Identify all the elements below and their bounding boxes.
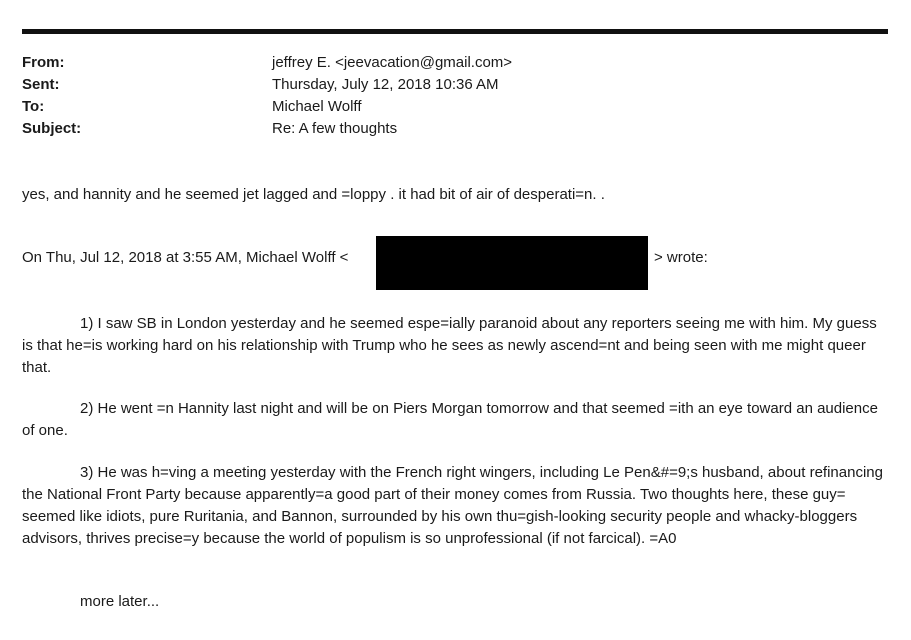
quoted-paragraph-4: more later... [80,593,160,610]
sent-value: Thursday, July 12, 2018 10:36 AM [272,76,499,93]
sent-label: Sent: [22,76,60,93]
to-label: To: [22,98,45,115]
quoted-paragraph-3: 3) He was h=ving a meeting yesterday with the French right wingers, including Le Pen&#=9;s husband, about refinancing the National Front Party because apparently=a good part of their money comes from Russia. Two thoughts here, these guy= seemed like idiots, pure Ruritania, and Bannon, surrounded by his own thu=gish-looking security people and whacky-bloggers advisors, thrives precise=y because the world of populism is so unprofessional (if not farcical). =A0 [22,464,883,547]
quote-intro-suffix: > wrote: [654,249,708,266]
quoted-paragraph-1: 1) I saw SB in London yesterday and he seemed espe=ially paranoid about any reporters seeing me with him. My guess is that he=is working hard on his relationship with Trump who he sees as newly ascend=nt and being seen with me might queer that. [22,315,877,376]
to-value: Michael Wolff [272,98,362,115]
quoted-paragraph-2: 2) He went =n Hannity last night and will be on Piers Morgan tomorrow and that seemed =ith an eye toward an audience of one. [22,400,878,439]
header-divider-rule [22,29,888,34]
from-value: jeffrey E. <jeevacation@gmail.com> [272,54,513,71]
subject-value: Re: A few thoughts [272,120,398,137]
redaction-box [376,236,648,290]
reply-line: yes, and hannity and he seemed jet lagged and =loppy . it had bit of air of desperati=n. . [22,186,605,203]
subject-label: Subject: [22,120,82,137]
quote-intro-prefix: On Thu, Jul 12, 2018 at 3:55 AM, Michael Wolff < [22,249,349,266]
from-label: From: [22,54,65,71]
